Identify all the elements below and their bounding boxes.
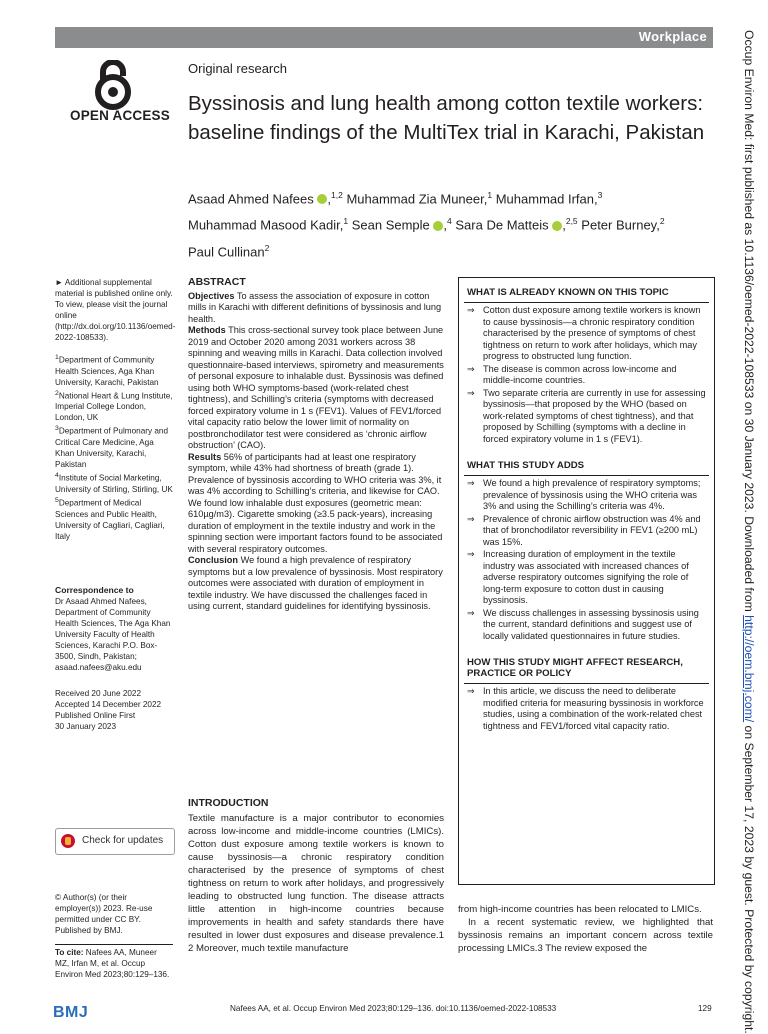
author-affil: 1 <box>487 190 493 200</box>
box-list-item: ⇒ The disease is common across low-income and middle-income countries. <box>483 364 706 387</box>
affiliation-item <box>55 423 173 470</box>
abstract-heading: ABSTRACT <box>188 276 246 288</box>
box-list-item: ⇒ Two separate criteria are currently in use for assessing byssinosis—that proposed by the WHO (based on work-related symptoms of chest tightness), and that proposed by Schilling (symptoms with a decline in forced expiratory volume in 1 s (FEV1). <box>483 388 706 446</box>
author-name: Asaad Ahmed Nafees <box>188 191 314 207</box>
box-heading: HOW THIS STUDY MIGHT AFFECT RESEARCH, PRACTICE OR POLICY <box>467 657 683 679</box>
license-text: © Author(s) (or their employer(s)) 2023. Re-use permitted under CC BY. Published by BMJ. <box>55 893 153 935</box>
author-name: Paul Cullinan <box>188 243 265 259</box>
box-list-item: ⇒ Prevalence of chronic airflow obstruction was 4% and that of bronchodilator reversibility in FEV1 (≥200 mL) was 15%. <box>483 514 706 549</box>
open-access-label: OPEN ACCESS <box>70 108 170 123</box>
affiliations <box>55 352 173 542</box>
body-continued <box>458 903 713 955</box>
author-affil: 4 <box>447 216 452 227</box>
affiliation-text: Institute of Social Marketing, University of Stirling, Stirling, UK <box>55 473 173 494</box>
box-rule <box>464 475 709 476</box>
author-name: Muhammad Zia Muneer, <box>346 191 488 207</box>
affiliation-number: 5 <box>55 496 59 504</box>
correspondence-block <box>55 585 173 673</box>
box-list-item: ⇒ Increasing duration of employment in the textile industry was associated with increased chances of adverse respiratory outcomes signifying the role of long-term exposure to cotton dust in causing byssinosis. <box>483 549 706 607</box>
box-heading: WHAT IS ALREADY KNOWN ON THIS TOPIC <box>467 287 669 298</box>
conclusion-text: We found a high prevalence of respiratory symptoms but a low prevalence of byssinosis. Most respiratory outcomes were associated with duration of employment in textile industry. We have discussed the challenges faced in using current, standard guidelines for identifying byssinosis. <box>188 555 443 611</box>
author-affil: 1 <box>343 216 349 227</box>
supplemental-note <box>55 277 176 343</box>
author-name: Muhammad Masood Kadir, <box>188 217 344 233</box>
author-name: Muhammad Irfan, <box>495 191 598 207</box>
divider <box>55 944 173 945</box>
section-label: Workplace <box>638 29 707 44</box>
introduction <box>188 797 444 955</box>
date-line: 30 January 2023 <box>55 722 116 731</box>
affiliation-number: 3 <box>55 425 59 433</box>
affiliation-text: Department of Medical Sciences and Public Health, University of Cagliari, Cagliari, Italy <box>55 498 165 541</box>
date-line: Received 20 June 2022 <box>55 689 142 698</box>
side-citation-post: on September 17, 2023 by guest. Protected by copyright. <box>742 722 756 1034</box>
author-affil: 2 <box>264 242 270 253</box>
cite-text: Nafees AA, Muneer MZ, Irfan M, et al. Occup Environ Med 2023;80:129–136. <box>55 948 170 979</box>
objectives-text: To assess the association of exposure in cotton mills in Karachi with different definitions of byssinosis and lung health. <box>188 290 442 324</box>
box-rule <box>464 302 709 303</box>
introduction-text: Textile manufacture is a major contributor to economies across low-income and middle-income countries (LMICs). Cotton dust exposure among textile workers is known to cause byssinosis—a chronic respiratory condition characterised by the presence of symptoms of chest tightness on return to work after holidays, and progressively leading to obstructed lung function. The disease attracts little attention in high-income countries because improvements in health and safety standards there have resulted in lower dust exposures and disease prevalence.1 2 Moreover, much textile manufacture <box>188 813 444 954</box>
author-affil: 1,2 <box>331 190 343 200</box>
open-access-lock-icon <box>88 60 138 112</box>
updates-icon <box>61 834 75 848</box>
abstract <box>188 277 444 613</box>
license-block <box>55 892 173 936</box>
box-list-item: ⇒ Cotton dust exposure among textile workers is known to cause byssinosis—a chronic respiratory condition characterised by the presence of symptoms of chest tightness on return to work after holidays, which may progress to obstructed lung function. <box>483 305 706 363</box>
section-bar <box>55 27 713 48</box>
check-updates-label: Check for updates <box>82 835 164 846</box>
results-text: 56% of participants had at least one respiratory symptom, while 43% had shortness of breath (grade 1). Prevalence of byssinosis according to WHO criteria was 3%, it was 4% according to Schilling’s criteria, and likewise for CAO. We found low inhalable dust exposures (geometric mean: 610µg/m3). Cigarette smoking (≥3.5 pack-years), increasing duration of employment in the textile industry and work in the spinning section were important factors found to be associated with several respiratory outcomes. <box>188 451 443 554</box>
affiliation-number: 1 <box>55 354 59 361</box>
key-messages-box <box>458 277 715 885</box>
author-affil: 3 <box>597 190 603 200</box>
article-title: Byssinosis and lung health among cotton textile workers: baseline findings of the MultiTex trial in Karachi, Pakistan <box>188 92 705 144</box>
correspondence-heading: Correspondence to <box>55 585 134 595</box>
author-name: Peter Burney, <box>581 217 660 233</box>
cite-label: To cite: <box>55 948 84 957</box>
box-list-item: ⇒ We discuss challenges in assessing byssinosis using the current, standard definitions and suggest use of locally validated questionnaires in future studies. <box>483 608 706 643</box>
side-citation-pre: Occup Environ Med: first published as 10.1136/oemed-2022-108533 on 30 January 2023. Downloaded from <box>742 30 756 616</box>
check-updates-button[interactable] <box>55 828 175 855</box>
author-name: Sean Semple <box>351 217 430 233</box>
affiliation-item <box>55 352 173 388</box>
affiliation-number: 4 <box>55 472 59 480</box>
author-affil: 2 <box>659 216 665 227</box>
results-label: Results <box>188 451 222 462</box>
conclusion-label: Conclusion <box>188 555 239 565</box>
orcid-icon[interactable] <box>317 194 327 204</box>
box-heading: WHAT THIS STUDY ADDS <box>467 460 585 471</box>
cite-block <box>55 947 173 980</box>
body-paragraph: In a recent systematic review, we highlighted that byssinosis remains an important concern across textile processing LMICs.3 The review exposed the <box>458 917 713 954</box>
correspondence-text: Dr Asaad Ahmed Nafees, Department of Community Health Sciences, The Aga Khan University Faculty of Health Sciences, Karachi P.O. Box-3500, Sindh, Pakistan; asaad.nafees@aku.edu <box>55 597 171 672</box>
dates-block <box>55 688 173 732</box>
author-list: Asaad Ahmed Nafees ,$^{1,2}$ Muhammad Zia Muneer,$^1$ Muhammad Irfan,$^3$ Muhammad Masood Kadir,$^1$ Sean Semple ,$^4$ Sara De Matteis ,$^{2,5}$ Peter Burney,$^2$ Paul Cullinan$^2$ <box>188 190 665 259</box>
page-number: 129 <box>698 1004 712 1013</box>
box-list-item: ⇒ We found a high prevalence of respiratory symptoms; prevalence of byssinosis using the WHO criteria was 3% and using the Schilling’s criteria was 4%. <box>483 478 706 513</box>
box-list <box>459 686 714 732</box>
affiliation-item <box>55 495 173 542</box>
introduction-heading: INTRODUCTION <box>188 797 269 809</box>
methods-text: This cross-sectional survey took place between June 2019 and October 2020 among 2031 workers across 38 spinning and weaving mills in Karachi. Data collection involved questionnaire-based interviews, spirometry and measurements of personal exposure to inhalable dust. Byssinosis was defined using both WHO symptoms-based (work-related chest tightness), and Schilling’s criteria (symptoms with decreased forced expiratory volume in 1 s (FEV1). Values of FEV1/forced vital capacity ratio below the lower limit of normality on postbronchodilator test were considered as ‘chronic airflow obstruction’ (CAO). <box>188 325 444 450</box>
side-citation <box>738 30 758 1034</box>
bmj-logo: BMJ <box>53 1004 89 1021</box>
date-line: Accepted 14 December 2022 <box>55 700 162 709</box>
box-list-item: ⇒ In this article, we discuss the need to deliberate modified criteria for measuring byssinosis in workforce studies, using a combination of the work-related chest tightness and FEV1/forced vital capacity ratio. <box>483 686 706 732</box>
body-paragraph: from high-income countries has been relocated to LMICs. <box>458 904 702 915</box>
orcid-icon[interactable] <box>433 221 443 231</box>
affiliation-item <box>55 470 173 495</box>
methods-label: Methods <box>188 325 226 335</box>
affiliation-item <box>55 388 173 424</box>
objectives-label: Objectives <box>188 290 235 301</box>
side-citation-link[interactable]: http://oem.bmj.com/ <box>742 615 756 723</box>
affiliation-number: 2 <box>55 389 59 397</box>
affiliation-text: Department of Pulmonary and Critical Care Medicine, Aga Khan University, Karachi, Pakistan <box>55 427 169 470</box>
affiliation-text: National Heart & Lung Institute, Imperial College London, London, UK <box>55 391 173 423</box>
orcid-icon[interactable] <box>552 221 562 231</box>
author-name: Sara De Matteis <box>455 217 549 233</box>
box-rule <box>464 683 709 684</box>
date-line: Published Online First <box>55 711 136 720</box>
supplemental-text: ► Additional supplemental material is published online only. To view, please visit the journal online (http://dx.doi.org/10.1136/oemed-2022-108533). <box>55 278 176 342</box>
affiliation-text: Department of Community Health Sciences, Aga Khan University, Karachi, Pakistan <box>55 355 159 387</box>
article-type: Original research <box>188 61 287 76</box>
box-list <box>459 305 714 445</box>
footer-citation: Nafees AA, et al. Occup Environ Med 2023;80:129–136. doi:10.1136/oemed-2022-108533 <box>230 1004 557 1013</box>
box-list <box>459 478 714 642</box>
author-affil: 2,5 <box>565 216 578 227</box>
